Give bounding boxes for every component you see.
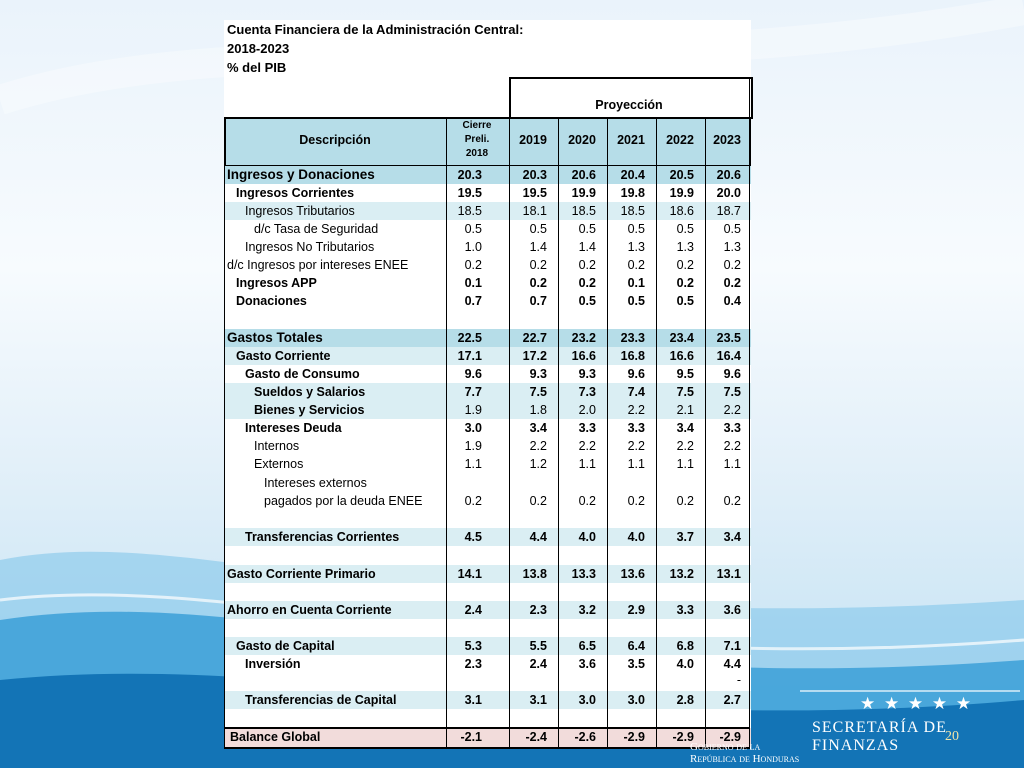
value-cell: 3.0: [464, 421, 482, 435]
value-cell: 0.1: [627, 276, 645, 290]
page-number: 20: [945, 729, 959, 744]
value-cell: 3.4: [529, 421, 547, 435]
value-cell: 16.8: [620, 349, 645, 363]
value-cell: 3.6: [578, 657, 596, 671]
value-cell: -2.9: [623, 730, 645, 744]
value-cell: 1.4: [529, 240, 547, 254]
value-cell: 4.0: [627, 530, 645, 544]
value-cell: 23.4: [669, 331, 694, 345]
value-cell: 13.1: [716, 567, 741, 581]
value-cell: 9.6: [723, 367, 741, 381]
row-label: Donaciones: [236, 294, 307, 308]
value-cell: 3.2: [578, 603, 596, 617]
value-cell: 18.5: [571, 204, 596, 218]
year-header: 2020: [568, 133, 596, 147]
row-label: Transferencias Corrientes: [245, 530, 400, 544]
value-cell: 2.2: [627, 439, 645, 453]
value-cell: -2.4: [525, 730, 547, 744]
gov-line-2: República de Honduras: [690, 753, 800, 765]
value-cell: 0.2: [723, 494, 741, 508]
grid-line: [558, 117, 559, 747]
grid-line: [224, 747, 750, 749]
value-cell: 6.5: [578, 639, 596, 653]
value-cell: 20.5: [669, 168, 694, 182]
description-header: Descripción: [299, 133, 371, 147]
value-cell: 7.3: [578, 385, 596, 399]
grid-line: [224, 727, 750, 729]
projection-label: Proyección: [595, 98, 663, 112]
row-label: Ingresos No Tributarios: [245, 240, 375, 254]
value-cell: 0.2: [627, 494, 645, 508]
value-cell: 3.7: [676, 530, 694, 544]
value-cell: 0.5: [464, 222, 482, 236]
row-label: d/c Ingresos por intereses ENEE: [227, 258, 409, 272]
value-cell: 1.2: [529, 457, 547, 471]
value-cell: 7.1: [723, 639, 741, 653]
value-cell: 16.4: [716, 349, 741, 363]
value-cell: 0.5: [723, 222, 741, 236]
value-cell: 1.0: [464, 240, 482, 254]
value-cell: 18.7: [716, 204, 741, 218]
value-cell: 20.0: [716, 186, 741, 200]
value-cell: 1.8: [529, 403, 547, 417]
value-cell: 6.8: [676, 639, 694, 653]
year-header: 2019: [519, 133, 547, 147]
row-label: Ingresos Tributarios: [245, 204, 355, 218]
row-label: Gasto Corriente Primario: [227, 567, 376, 581]
value-cell: 20.3: [457, 168, 482, 182]
row-label: Gasto Corriente: [236, 349, 331, 363]
value-cell: 1.1: [723, 457, 741, 471]
value-cell: 1.1: [464, 457, 482, 471]
value-cell: 2.7: [723, 693, 741, 707]
value-cell: 2.1: [676, 403, 694, 417]
value-cell: 2.3: [529, 603, 547, 617]
row-label: Sueldos y Salarios: [254, 385, 366, 399]
value-cell: 2.2: [627, 403, 645, 417]
value-cell: 0.7: [464, 294, 482, 308]
value-cell: 2.2: [723, 439, 741, 453]
table-title-line-2: 2018-2023: [227, 41, 290, 56]
value-cell: 18.5: [457, 204, 482, 218]
value-cell: 20.6: [571, 168, 596, 182]
value-cell: 6.4: [627, 639, 645, 653]
value-cell: 3.1: [529, 693, 547, 707]
row-label: d/c Tasa de Seguridad: [254, 222, 379, 236]
row-label: Transferencias de Capital: [245, 693, 397, 707]
value-cell: 19.5: [522, 186, 547, 200]
value-cell: 9.3: [529, 367, 547, 381]
value-cell: 0.1: [464, 276, 482, 290]
row-label: Gasto de Consumo: [245, 367, 360, 381]
brand-stars: ★ ★ ★ ★ ★: [860, 694, 974, 713]
value-cell: 0.2: [578, 258, 596, 272]
value-cell: 13.6: [620, 567, 645, 581]
value-cell: 22.5: [457, 331, 482, 345]
value-cell: 4.5: [464, 530, 482, 544]
value-cell: 14.1: [457, 567, 482, 581]
value-cell: 0.4: [723, 294, 741, 308]
value-cell: 0.5: [676, 222, 694, 236]
value-cell: -2.6: [574, 730, 596, 744]
grid-line: [224, 117, 225, 747]
value-cell: 0.2: [676, 494, 694, 508]
value-cell: 20.6: [716, 168, 741, 182]
value-cell: 0.2: [723, 276, 741, 290]
value-cell: 9.3: [578, 367, 596, 381]
value-cell: 16.6: [571, 349, 596, 363]
year-header: 2023: [713, 133, 741, 147]
value-cell: 1.1: [627, 457, 645, 471]
row-label: Intereses Deuda: [245, 421, 342, 435]
value-cell: 2.0: [578, 403, 596, 417]
value-cell: 7.4: [627, 385, 645, 399]
value-cell: 19.5: [457, 186, 482, 200]
value-cell: 7.5: [723, 385, 741, 399]
row-label: Ingresos y Donaciones: [227, 167, 375, 182]
value-cell: 2.4: [529, 657, 547, 671]
value-cell: 3.6: [723, 603, 741, 617]
value-cell: 13.8: [522, 567, 547, 581]
gov-line-1: Gobierno de la: [690, 741, 761, 753]
value-cell: 20.3: [522, 168, 547, 182]
value-cell: 3.4: [676, 421, 694, 435]
row-label: Inversión: [245, 657, 301, 671]
value-cell: 13.3: [571, 567, 596, 581]
value-cell: 23.5: [716, 331, 741, 345]
year-header: 2021: [617, 133, 645, 147]
cierre-line-3: 2018: [465, 148, 489, 159]
grid-line: [509, 77, 510, 747]
value-cell: 3.4: [723, 530, 741, 544]
value-cell: 18.6: [669, 204, 694, 218]
agency-name: SECRETARÍA DE FINANZAS: [812, 719, 947, 754]
value-cell: 0.2: [676, 258, 694, 272]
value-cell: 0.5: [627, 294, 645, 308]
value-cell: [438, 474, 482, 492]
value-cell: 4.0: [578, 530, 596, 544]
value-cell: 3.1: [464, 693, 482, 707]
grid-line: [749, 77, 750, 747]
value-cell: -2.9: [672, 730, 694, 744]
value-cell: 7.7: [464, 385, 482, 399]
row-label: Ingresos APP: [236, 276, 317, 290]
value-cell: 2.9: [627, 603, 645, 617]
value-cell: 0.2: [627, 258, 645, 272]
value-cell: 9.6: [464, 367, 482, 381]
brand-divider: [800, 690, 1020, 692]
value-cell: 3.0: [578, 693, 596, 707]
value-cell: 0.2: [529, 276, 547, 290]
value-cell: 19.9: [669, 186, 694, 200]
value-cell: 0.5: [529, 222, 547, 236]
value-cell: 2.2: [676, 439, 694, 453]
cierre-header: [446, 119, 508, 161]
value-cell: 1.1: [578, 457, 596, 471]
value-cell: 0.5: [676, 294, 694, 308]
value-cell: 1.9: [464, 439, 482, 453]
table-title-line-3: % del PIB: [227, 60, 287, 75]
value-cell: 1.3: [627, 240, 645, 254]
row-label: Externos: [254, 457, 304, 471]
value-cell: 0.2: [578, 276, 596, 290]
row-label: Internos: [254, 439, 300, 453]
value-cell: 0.2: [578, 494, 596, 508]
value-cell: 0.7: [529, 294, 547, 308]
row-label: Gasto de Capital: [236, 639, 335, 653]
value-cell: -2.1: [460, 730, 482, 744]
value-cell: 2.2: [723, 403, 741, 417]
value-cell: 17.2: [522, 349, 547, 363]
row-label: Bienes y Servicios: [254, 403, 365, 417]
year-header: 2022: [666, 133, 694, 147]
value-cell: 9.5: [676, 367, 694, 381]
grid-line: [446, 117, 447, 747]
value-cell: 16.6: [669, 349, 694, 363]
table-title-line-1: Cuenta Financiera de la Administración Central:: [227, 22, 524, 37]
value-cell: 0.5: [578, 222, 596, 236]
value-cell: 3.3: [627, 421, 645, 435]
value-cell: -: [736, 673, 741, 687]
value-cell: 17.1: [457, 349, 482, 363]
value-cell: 5.3: [464, 639, 482, 653]
row-label: pagados por la deuda ENEE: [264, 494, 423, 508]
value-cell: 1.4: [578, 240, 596, 254]
value-cell: 0.5: [578, 294, 596, 308]
value-cell: 0.5: [627, 222, 645, 236]
financial-table: [224, 20, 751, 749]
value-cell: 19.9: [571, 186, 596, 200]
value-cell: 2.2: [578, 439, 596, 453]
grid-line: [705, 117, 706, 747]
value-cell: 2.3: [464, 657, 482, 671]
value-cell: 22.7: [522, 331, 547, 345]
value-cell: 3.3: [578, 421, 596, 435]
value-cell: 4.0: [676, 657, 694, 671]
value-cell: 18.1: [522, 204, 547, 218]
value-cell: 2.2: [529, 439, 547, 453]
value-cell: -2.9: [719, 730, 741, 744]
value-cell: 4.4: [723, 657, 741, 671]
row-label: Ahorro en Cuenta Corriente: [227, 603, 392, 617]
row-label: Ingresos Corrientes: [236, 186, 355, 200]
value-cell: 23.2: [571, 331, 596, 345]
value-cell: [438, 671, 482, 689]
value-cell: [697, 474, 741, 492]
value-cell: 3.3: [676, 603, 694, 617]
value-cell: 3.5: [627, 657, 645, 671]
grid-line: [656, 117, 657, 747]
value-cell: 19.8: [620, 186, 645, 200]
row-label: Gastos Totales: [227, 330, 323, 345]
value-cell: 3.0: [627, 693, 645, 707]
value-cell: 0.2: [723, 258, 741, 272]
value-cell: 4.4: [529, 530, 547, 544]
value-cell: 1.1: [676, 457, 694, 471]
value-cell: 1.3: [676, 240, 694, 254]
value-cell: 0.2: [529, 258, 547, 272]
value-cell: 20.4: [620, 168, 645, 182]
value-cell: 7.5: [676, 385, 694, 399]
cierre-line-2: Preli.: [464, 134, 490, 145]
government-text: [690, 741, 799, 765]
value-cell: 5.5: [529, 639, 547, 653]
value-cell: 3.3: [723, 421, 741, 435]
value-cell: 18.5: [620, 204, 645, 218]
cierre-line-1: Cierre: [462, 120, 492, 131]
row-label: Balance Global: [230, 730, 321, 744]
value-cell: 0.2: [464, 258, 482, 272]
value-cell: 1.3: [723, 240, 741, 254]
value-cell: 7.5: [529, 385, 547, 399]
value-cell: 9.6: [627, 367, 645, 381]
value-cell: 13.2: [669, 567, 694, 581]
value-cell: 23.3: [620, 331, 645, 345]
value-cell: 2.4: [464, 603, 482, 617]
value-cell: 1.9: [464, 403, 482, 417]
value-cell: 2.8: [676, 693, 694, 707]
grid-line: [607, 117, 608, 747]
value-cell: 0.2: [529, 494, 547, 508]
value-cell: 0.2: [464, 494, 482, 508]
row-label: Intereses externos: [264, 476, 367, 490]
value-cell: 0.2: [676, 276, 694, 290]
